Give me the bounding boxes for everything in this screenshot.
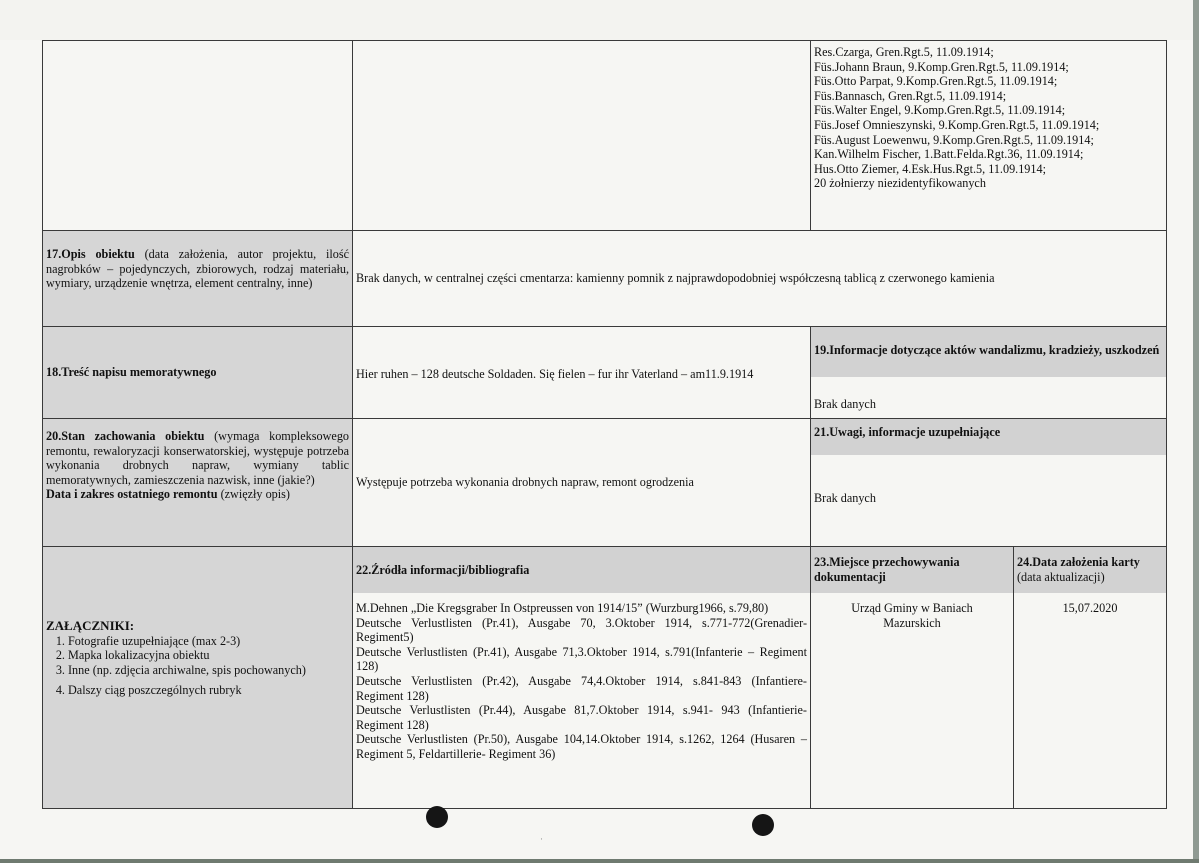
s20-label (43, 419, 353, 547)
punch-hole-left (426, 806, 448, 828)
record-card-table (42, 40, 1167, 809)
s23-cell (811, 547, 1014, 809)
s20-repair-label: Data i zakres ostatniego remontu (46, 487, 218, 502)
bibliography-entry: Deutsche Verlustlisten (Pr.41), Ausgabe 70, 3.Oktober 1914, s.771-772(Grenadier-Regiment5) (356, 615, 807, 645)
buried-name: Füs.August Loewenwu, 9.Komp.Gren.Rgt.5, 11.09.1914; (814, 132, 1094, 147)
row-22-24 (43, 547, 1167, 809)
punch-hole-right (752, 814, 774, 836)
s20-label-desc: (wymaga kompleksowego remontu, rewaloryzacji konserwatorskiej, występuje potrzeba wykonania drobnych napraw, wymiany tablic memoratywnych, zamieszczenia nazwisk, inne (jakie?) (46, 429, 350, 487)
attachment-item: 2. Mapka lokalizacyjna obiektu (68, 648, 349, 663)
buried-name: 20 żołnierzy niezidentyfikowanych (814, 176, 986, 191)
s24-value: 15,07.2020 (1062, 601, 1118, 615)
s23-value: Urząd Gminy w Baniach Mazurskich (851, 601, 973, 630)
buried-name: Kan.Wilhelm Fischer, 1.Batt.Felda.Rgt.36, 11.09.1914; (814, 147, 1084, 162)
attachment-item: 1. Fotografie uzupełniające (max 2-3) (68, 634, 349, 649)
s17-label (43, 231, 353, 327)
s21-label: 21.Uwagi, informacje uzupełniające (811, 419, 1166, 455)
buried-name: Füs.Josef Omnieszynski, 9.Komp.Gren.Rgt.5, 11.09.1914; (814, 117, 1100, 132)
s23-label: 23.Miejsce przechowywania dokumentacji (811, 547, 1013, 593)
s21-cell (811, 419, 1167, 547)
s24-label (1014, 547, 1166, 593)
bibliography-entry: M.Dehnen „Die Kregsgraber In Ostpreussen von 1914/15” (Wurzburg1966, s.79,80) (356, 601, 769, 615)
s24-label-desc: (data aktualizacji) (1017, 569, 1105, 584)
buried-name: Füs.Otto Parpat, 9.Komp.Gren.Rgt.5, 11.09.1914; (814, 74, 1058, 89)
bibliography-entry: Deutsche Verlustlisten (Pr.50), Ausgabe 104,14.Oktober 1914, s.1262, 1264 (Husaren – Regiment 5, Feldartillerie- Regiment 36) (356, 732, 807, 761)
empty-cell-middle (353, 41, 811, 231)
buried-name: Füs.Walter Engel, 9.Komp.Gren.Rgt.5, 11.09.1914; (814, 103, 1066, 118)
scan-right-edge (1193, 0, 1199, 863)
s18-label: 18.Treść napisu memoratywnego (43, 327, 353, 419)
record-card-sheet (42, 40, 1167, 809)
s20-value: Występuje potrzeba wykonania drobnych napraw, remont ogrodzenia (353, 419, 811, 547)
row-17 (43, 231, 1167, 327)
s18-value: Hier ruhen – 128 deutsche Soldaden. Się fielen – fur ihr Vaterland – am11.9.1914 (353, 327, 811, 419)
attachment-item: 3. Inne (np. zdjęcia archiwalne, spis pochowanych) (68, 663, 349, 678)
buried-name: Hus.Otto Ziemer, 4.Esk.Hus.Rgt.5, 11.09.1914; (814, 161, 1046, 176)
s17-label-desc: (data założenia, autor projektu, ilość nagrobków – pojedynczych, zbiorowych, rodzaj materiału, wymiary, urządzenie wnętrza, element centralny, inne) (46, 247, 349, 291)
row-names-continuation (43, 41, 1167, 231)
row-20-21 (43, 419, 1167, 547)
scan-top-margin (0, 0, 1199, 40)
empty-cell-left (43, 41, 353, 231)
attachment-item: 4. Dalszy ciąg poszczególnych rubryk (68, 683, 349, 698)
s19-value: Brak danych (814, 397, 876, 411)
s19-cell (811, 327, 1167, 419)
s22-entries (353, 593, 810, 762)
buried-names-list (811, 41, 1167, 231)
attachments-title: ZAŁĄCZNIKI: (46, 618, 135, 633)
s20-repair-desc: (zwięzły opis) (220, 487, 290, 502)
row-18-19 (43, 327, 1167, 419)
scan-speck: · (540, 834, 543, 844)
buried-name: Res.Czarga, Gren.Rgt.5, 11.09.1914; (814, 45, 994, 59)
attachments-list (46, 634, 349, 698)
bibliography-entry: Deutsche Verlustlisten (Pr.41), Ausgabe 71,3.Oktober 1914, s.791(Infanterie – Regiment 128) (356, 644, 807, 674)
s24-label-title: 24.Data założenia karty (1017, 555, 1140, 569)
buried-name: Füs.Bannasch, Gren.Rgt.5, 11.09.1914; (814, 88, 1007, 103)
s20-label-title: 20.Stan zachowania obiektu (46, 429, 205, 443)
attachments-cell (43, 547, 353, 809)
s24-cell (1014, 547, 1167, 809)
s21-value: Brak danych (814, 491, 876, 505)
s22-label: 22.Źródła informacji/bibliografia (353, 547, 810, 593)
bibliography-entry: Deutsche Verlustlisten (Pr.44), Ausgabe 81,7.Oktober 1914, s.941- 943 (Infantierie- Regiment 128) (356, 703, 807, 732)
scan-bottom-edge (0, 859, 1199, 863)
s22-cell (353, 547, 811, 809)
s17-label-title: 17.Opis obiektu (46, 247, 135, 261)
buried-name: Füs.Johann Braun, 9.Komp.Gren.Rgt.5, 11.09.1914; (814, 59, 1069, 74)
s19-label: 19.Informacje dotyczące aktów wandalizmu, kradzieży, uszkodzeń (811, 327, 1166, 377)
bibliography-entry: Deutsche Verlustlisten (Pr.42), Ausgabe 74,4.Oktober 1914, s.841-843 (Infantiere- Regiment 128) (356, 673, 807, 703)
s17-value: Brak danych, w centralnej części cmentarza: kamienny pomnik z najprawdopodobniej współczesną tablicą z czerwonego kamienia (353, 231, 1167, 327)
